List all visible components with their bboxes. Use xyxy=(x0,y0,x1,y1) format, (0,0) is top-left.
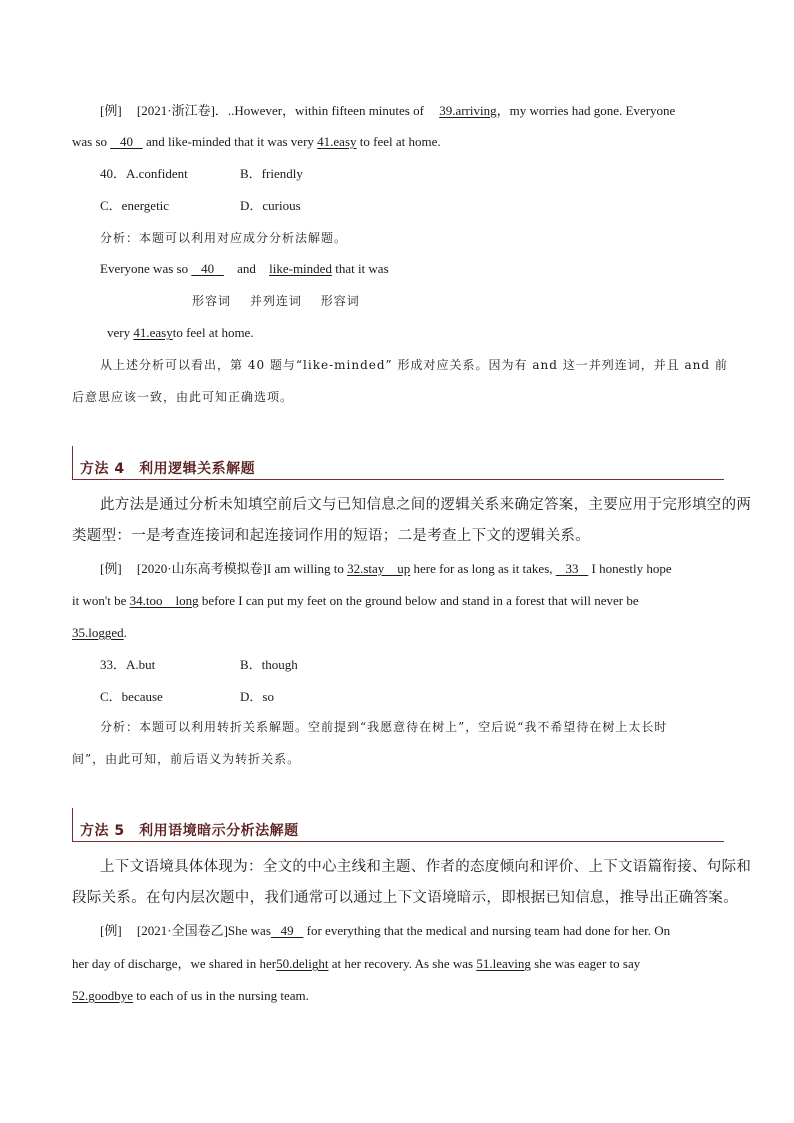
answer-41: 41.easy xyxy=(317,134,357,149)
ex1-text: ，my worries had gone. Everyone xyxy=(496,103,676,118)
ex1-source-text: [2021·浙江卷]．..However，within fifteen minutes of xyxy=(136,103,424,118)
answer-51: 51.leaving xyxy=(476,956,531,971)
ex1-conclusion-2: 后意思应该一致，由此可知正确选项。 xyxy=(72,390,294,404)
ex3-line3: 52.goodbye to each of us in the nursing team. xyxy=(72,988,309,1003)
ex1-analysis: 分析：本题可以利用对应成分分析法解题。 xyxy=(100,231,348,245)
option-c: C．energetic xyxy=(100,198,170,213)
ex3-line2: her day of discharge，we shared in her50.delight at her recovery. As she was 51.leaving she was eager to say xyxy=(72,956,641,971)
option-b: B．though xyxy=(240,657,298,672)
example-tag: [例] xyxy=(100,561,122,576)
method4-heading xyxy=(72,446,724,480)
method5-intro-2: 段际关系。在句内层次题中，我们通常可以通过上下文语境暗示，即根据已知信息，推导出正确答案。 xyxy=(72,890,738,906)
like-minded-word: like-minded xyxy=(269,261,332,276)
ex1-text: and like-minded that it was very xyxy=(146,134,314,149)
ex1-text: to feel at home. xyxy=(359,134,441,149)
answer-52: 52.goodbye xyxy=(72,988,134,1003)
option-d: D．so xyxy=(240,689,274,704)
ex1-line2 xyxy=(72,133,441,151)
heading-rule-vertical xyxy=(72,808,73,842)
blank-40-demo: 40 xyxy=(201,261,215,276)
option-a: 33．A.but xyxy=(100,657,156,672)
method5-heading xyxy=(72,808,724,842)
answer-34: 34.too long xyxy=(129,593,199,608)
heading-rule-vertical xyxy=(72,446,73,480)
blank-49: 49 xyxy=(280,923,294,938)
option-b: B．friendly xyxy=(240,166,303,181)
answer-50: 50.delight xyxy=(276,956,329,971)
ex2-line1: [例] [2020·山东高考模拟卷]I am willing to 32.stay up here for as long as it takes, 33 I honestly hope xyxy=(100,561,672,576)
ex2-analysis-1: 分析：本题可以利用转折关系解题。空前提到“我愿意待在树上”，空后说“我不希望待在树上太长时 xyxy=(100,720,668,734)
method4-intro-2: 类题型：一是考查连接词和起连接词作用的短语；二是考查上下文的逻辑关系。 xyxy=(72,528,590,544)
method4-intro-1: 此方法是通过分析未知填空前后文与已知信息之间的逻辑关系来确定答案，主要应用于完形填空的两 xyxy=(100,497,752,513)
blank-33: 33 xyxy=(565,561,579,576)
ex1-demo-line: Everyone was so 40 and like-minded that it was xyxy=(100,261,389,276)
heading-rule-horizontal xyxy=(72,479,724,480)
ex2-line2: it won't be 34.too long before I can put my feet on the ground below and stand in a forest that will never be xyxy=(72,593,639,608)
method5-title: 方法 5 利用语境暗示分析法解题 xyxy=(80,823,299,839)
answer-41-demo: 41.easy xyxy=(133,325,173,340)
example-tag: [例] xyxy=(100,923,122,938)
heading-rule-horizontal xyxy=(72,841,724,842)
ex1-line1 xyxy=(72,102,675,120)
method5-intro-1: 上下文语境具体体现为：全文的中心主线和主题、作者的态度倾向和评价、上下文语篇衔接、句际和 xyxy=(100,859,752,875)
ex2-line3: 35.logged. xyxy=(72,625,127,640)
ex1-demo-labels: 形容词 并列连词 形容词 xyxy=(192,294,360,308)
method4-title: 方法 4 利用逻辑关系解题 xyxy=(80,461,256,477)
answer-32: 32.stay up xyxy=(347,561,411,576)
ex1-demo-line2: very 41.easyto feel at home. xyxy=(107,325,254,340)
ex1-conclusion-1: 从上述分析可以看出，第 40 题与“like-minded” 形成对应关系。因为有 and 这一并列连词，并且 and 前 xyxy=(100,358,728,372)
option-c: C．because xyxy=(100,689,163,704)
answer-39: 39.arriving xyxy=(439,103,497,118)
option-a: 40．A.confident xyxy=(100,166,188,181)
ex2-analysis-2: 间”，由此可知，前后语义为转折关系。 xyxy=(72,752,301,766)
ex3-line1: [例] [2021·全国卷乙]She was 49 for everything that the medical and nursing team had done for her. On xyxy=(100,923,671,938)
example-tag: [例] xyxy=(100,103,122,118)
ex1-text: was so xyxy=(72,134,108,149)
option-d: D．curious xyxy=(240,198,301,213)
answer-35: 35.logged xyxy=(72,625,124,640)
blank-40: 40 xyxy=(120,134,134,149)
